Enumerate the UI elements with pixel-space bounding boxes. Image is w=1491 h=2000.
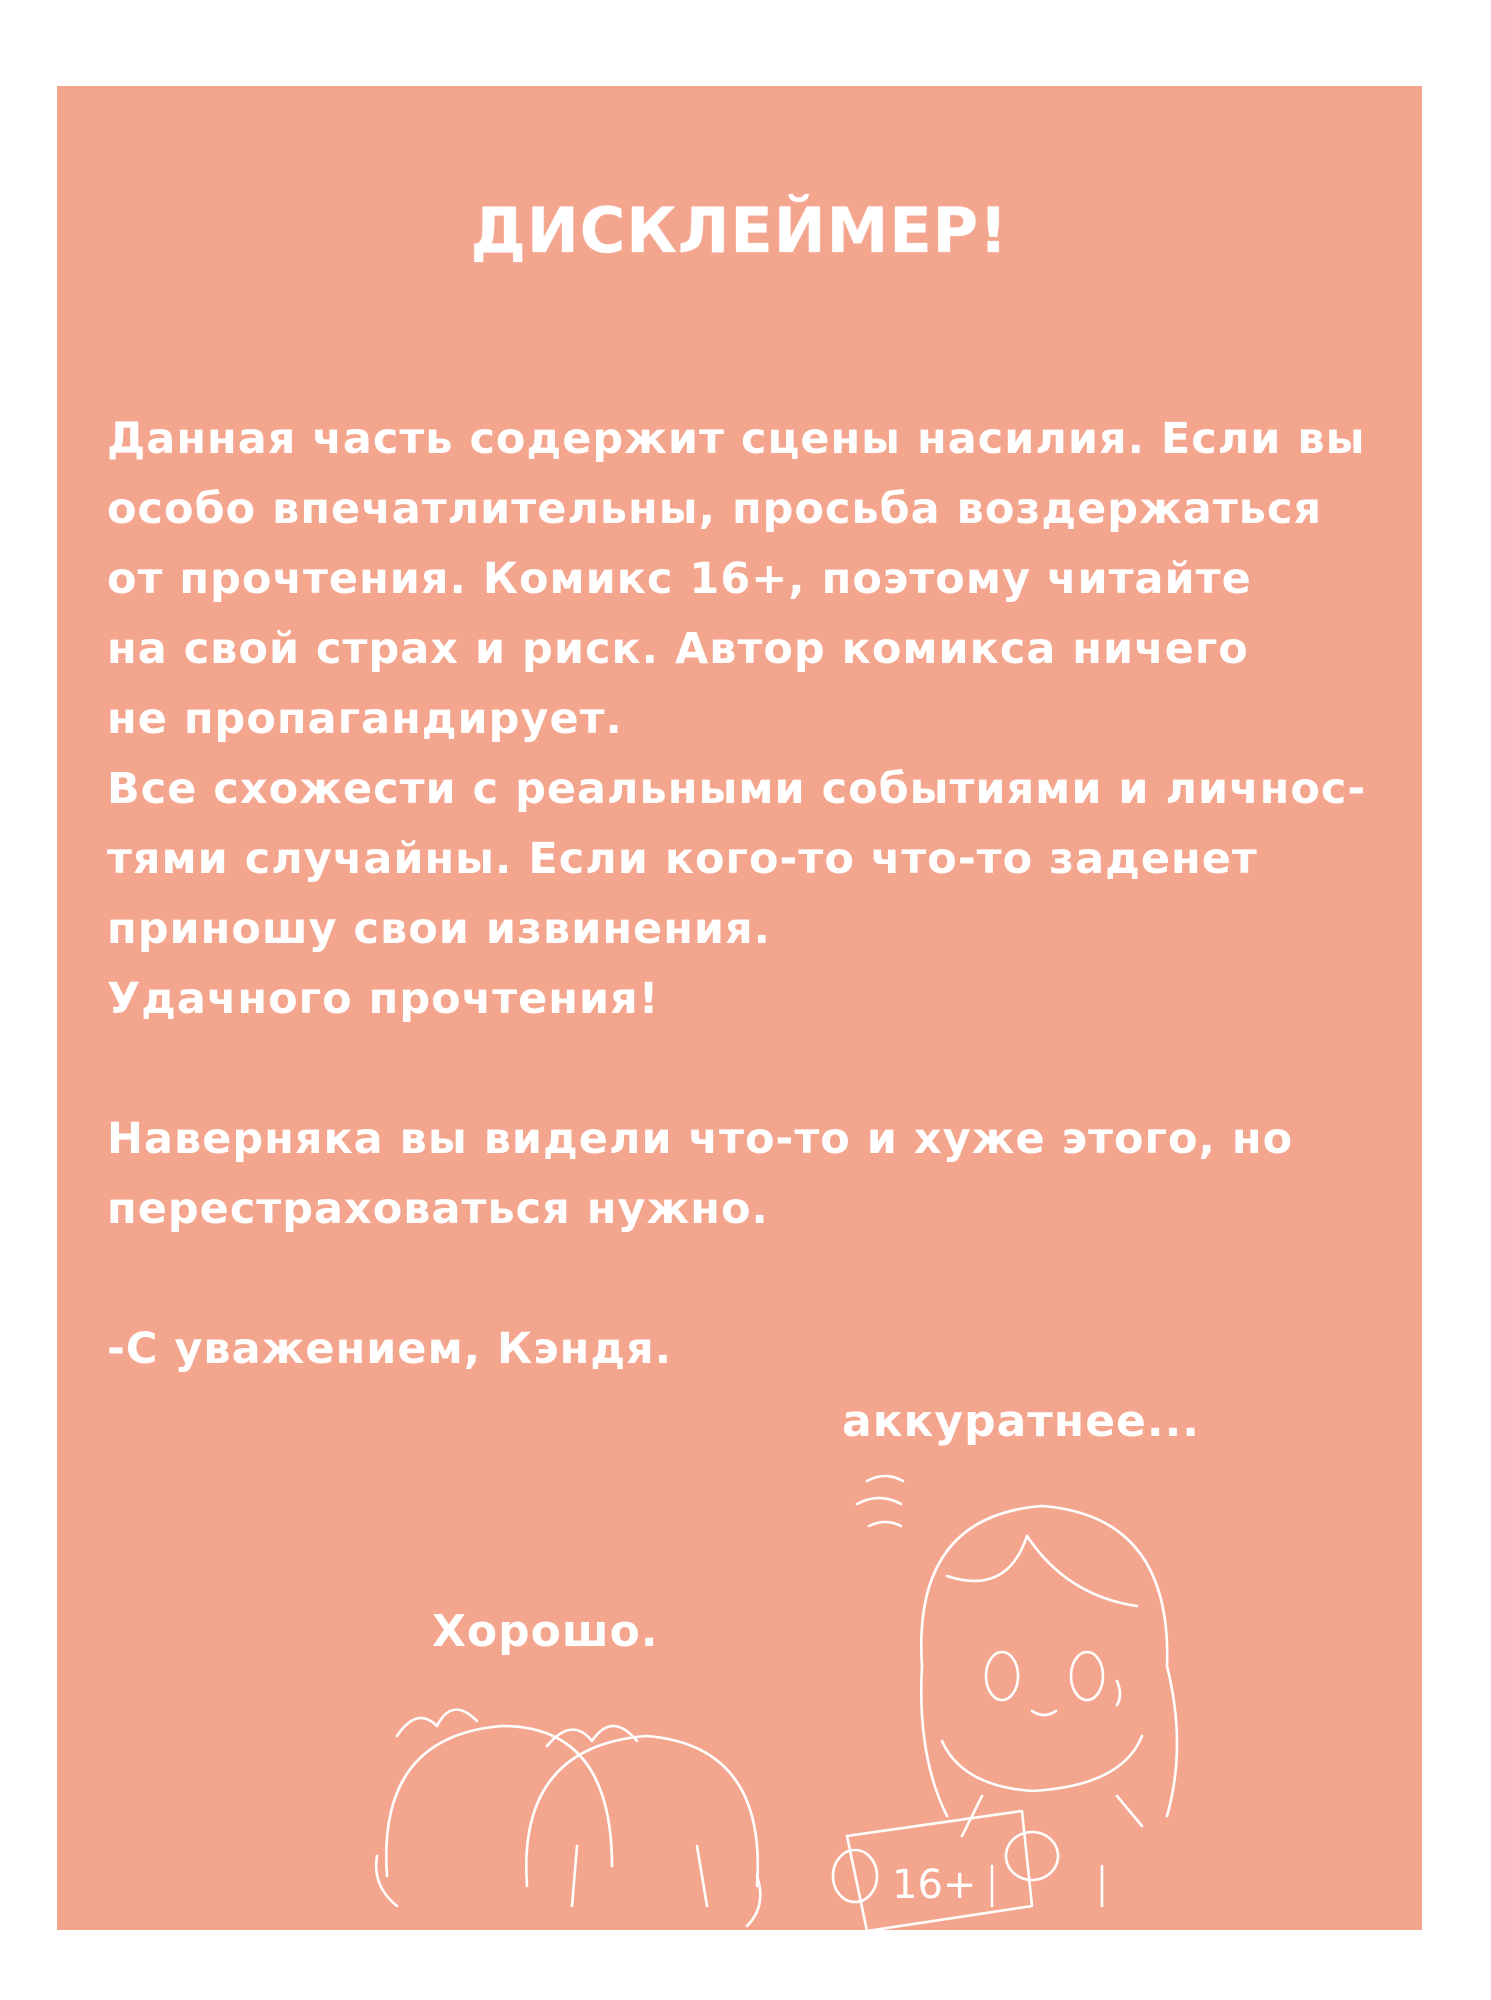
text-line: Все схожести с реальными событиями и личнос- (107, 764, 1367, 814)
anxiety-mark-icon (857, 1498, 901, 1504)
text-line: приношу свои извинения. (107, 904, 771, 954)
sign-label: 16+ (892, 1862, 977, 1908)
character-sketch (57, 86, 1422, 1930)
speech-caption-left: Хорошо. (432, 1606, 659, 1657)
signature: -С уважением, Кэндя. (107, 1324, 673, 1374)
page-title: ДИСКЛЕЙМЕР! (470, 194, 1009, 267)
text-line: перестраховаться нужно. (107, 1184, 769, 1234)
anxiety-mark-icon (869, 1522, 901, 1526)
reader-heads (376, 1710, 760, 1926)
text-line: от прочтения. Комикс 16+, поэтому читайте (107, 554, 1252, 604)
age-sign (833, 1811, 1058, 1930)
text-line: особо впечатлительны, просьба воздержаться (107, 484, 1323, 534)
girl-figure (921, 1506, 1177, 1906)
text-line: на свой страх и риск. Автор комикса ничего (107, 624, 1249, 674)
text-line: тями случайны. Если кого-то что-то заденет (107, 834, 1258, 884)
text-line: Удачного прочтения! (107, 974, 660, 1024)
anxiety-mark-icon (867, 1476, 903, 1481)
speech-caption-right: аккуратнее... (842, 1396, 1201, 1447)
text-line: Данная часть содержит сцены насилия. Если вы (107, 414, 1366, 464)
text-line: Наверняка вы видели что-то и хуже этого, но (107, 1114, 1294, 1164)
disclaimer-panel (57, 86, 1422, 1930)
text-line: не пропагандирует. (107, 694, 623, 744)
